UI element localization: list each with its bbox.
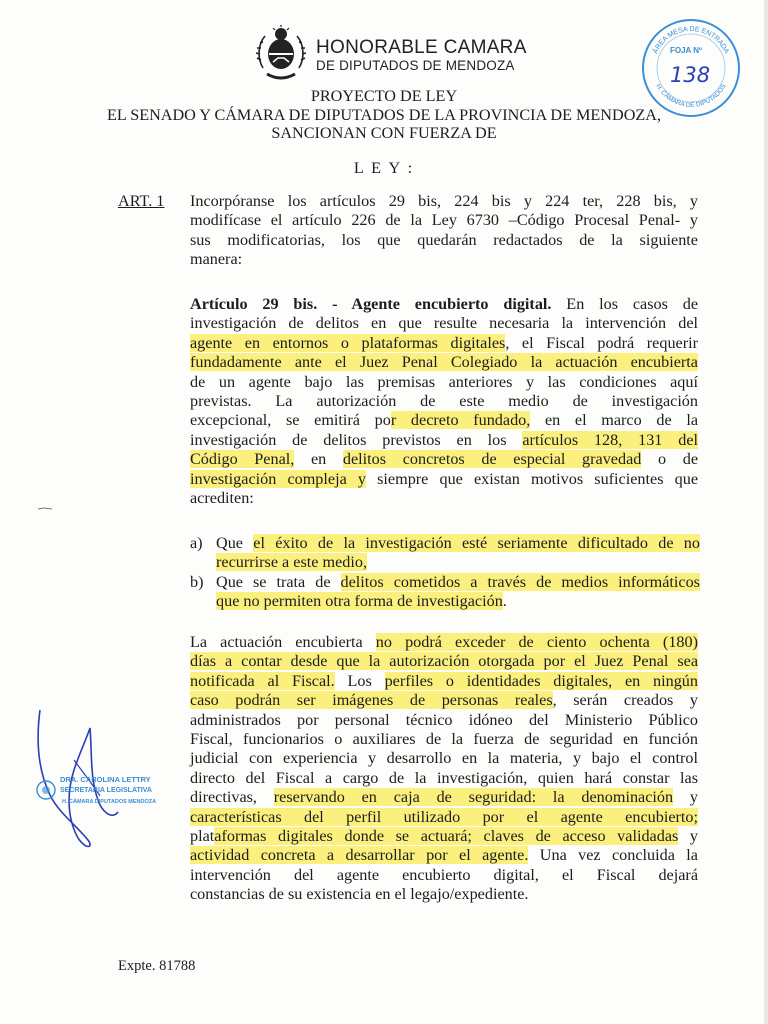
reception-stamp	[640, 17, 742, 119]
coat-of-arms-icon	[255, 24, 307, 82]
institution-line2: DE DIPUTADOS DE MENDOZA	[316, 58, 515, 73]
highlight: caso podrán ser imágenes de personas reales	[190, 691, 553, 710]
article-29bis-title: Artículo 29 bis. - Agente encubierto digital.	[190, 295, 552, 313]
institution-name	[316, 38, 527, 73]
highlight: no podrá exceder de ciento ochenta (180)	[375, 633, 698, 651]
intro-line: sus modificatorias, los que quedarán redactados de la siguiente	[190, 230, 698, 249]
intro-line: Incorpóranse los artículos 29 bis, 224 bis y 224 ter, 228 bis, y	[190, 192, 698, 210]
highlight: fundadamente ante el Juez Penal Colegiado la actuación encubierta	[190, 353, 698, 372]
highlight: delitos cometidos a través de medios informáticos	[340, 573, 700, 591]
stamp-text-top: ÁREA MESA DE ENTRADA	[652, 25, 730, 55]
title-sancionan: SANCIONAN CON FUERZA DE	[271, 124, 497, 142]
highlight: recurrirse a este medio,	[216, 553, 368, 572]
highlight: notificada al Fiscal.	[190, 671, 335, 690]
stamp-foja-number: 138	[670, 63, 711, 87]
list-item-b: b) Que se trata de delitos cometidos a través de medios informáticos que no permiten otra forma de investigación.	[190, 573, 700, 611]
signer-institution: H. CÁMARA DIPUTADOS MENDOZA	[62, 799, 157, 805]
highlight: artículos 128, 131 del	[522, 430, 698, 449]
file-number: Expte. 81788	[118, 958, 196, 974]
article-intro	[190, 192, 698, 270]
paragraph-actuacion: La actuación encubierta no podrá exceder de ciento ochenta (180) días a contar desde que la autorización otorgada por el Juez Penal sea notificada al Fiscal. Los perfiles o identidades digitales, en ningún caso podrán ser imágenes de personas reales, serán creados y administrados por personal técnico idóneo del Ministerio Público Fiscal, funcionarios o auxiliares de la fuerza de seguridad en función judicial con experiencia y desarrollo en la materia, y bajo el control directo del Fiscal a cargo de la investigación, quien hará constar las directivas, reservando en caja de seguridad: la denominación y características del perfil utilizado por el agente encubierto; plataformas digitales donde se actuará; claves de acceso validadas y actividad concreta a desarrollar por el agente. Una vez concluida la intervención del agente encubierto digital, el Fiscal dejará constancias de su existencia en el legajo/expediente.	[190, 633, 699, 904]
list-item-a: a) Que el éxito de la investigación esté seriamente dificultado de no recurrirse a este medio,	[190, 534, 700, 572]
stamp-text-bottom: H. CÁMARA DE DIPUTADOS	[654, 83, 728, 110]
highlight: características del perfil utilizado por el agente encubierto;	[190, 807, 698, 826]
highlight: que no permiten otra forma de investigación	[216, 592, 503, 611]
list-marker: a)	[190, 534, 203, 552]
signature-stamp	[28, 700, 188, 860]
signer-name: DRA. CAROLINA LETTRY	[60, 775, 151, 784]
highlight: aformas digitales donde se actuará; claves de acceso validadas	[214, 826, 679, 845]
list-marker: b)	[190, 573, 204, 591]
highlight: investigación compleja y	[190, 469, 366, 488]
highlight: delitos concretos de especial gravedad	[342, 450, 642, 469]
title-ley: L E Y :	[353, 159, 415, 177]
title-senado: EL SENADO Y CÁMARA DE DIPUTADOS DE LA PROVINCIA DE MENDOZA,	[106, 106, 662, 124]
signer-title: SECRETARIA LEGISLATIVA	[60, 787, 152, 794]
article-29bis: Artículo 29 bis. - Agente encubierto digital. En los casos de investigación de delitos en que resulte necesaria la intervención del agente en entornos o plataformas digitales, el Fiscal podrá requerir fundadamente ante el Juez Penal Colegiado la actuación encubierta de un agente bajo las premisas anteriores y las condiciones aquí previstas. La autorización de este medio de investigación excepcional, se emitirá por decreto fundado, en el marco de la investigación de delitos previstos en los artículos 128, 131 del Código Penal, en delitos concretos de especial gravedad o de investigación compleja y siempre que existan motivos suficientes que acrediten:	[190, 295, 699, 507]
highlight: r decreto fundado,	[390, 411, 531, 430]
highlight: agente en entornos o plataformas digitales	[190, 333, 506, 352]
institution-line1: HONORABLE CAMARA	[316, 37, 527, 58]
title-proyecto: PROYECTO DE LEY	[310, 87, 458, 105]
stamp-foja-label: FOJA Nº	[670, 46, 702, 55]
scan-mark	[38, 507, 52, 510]
highlight: reservando en caja de seguridad: la denominación	[273, 788, 674, 807]
highlight: días a contar desde que la autorización otorgada por el Juez Penal sea	[190, 652, 698, 671]
intro-line: manera:	[190, 250, 243, 269]
highlight: Código Penal,	[190, 450, 295, 469]
highlight: el éxito de la investigación esté seriamente dificultado de no	[253, 534, 700, 552]
highlight: perfiles o identidades digitales, en ningún	[384, 671, 698, 690]
article-label: ART. 1	[118, 192, 165, 210]
intro-line: modifícase el artículo 226 de la Ley 6730 –Código Procesal Penal- y	[190, 211, 698, 230]
page-edge	[764, 0, 768, 1024]
highlight: actividad concreta a desarrollar por el agente.	[190, 846, 529, 865]
